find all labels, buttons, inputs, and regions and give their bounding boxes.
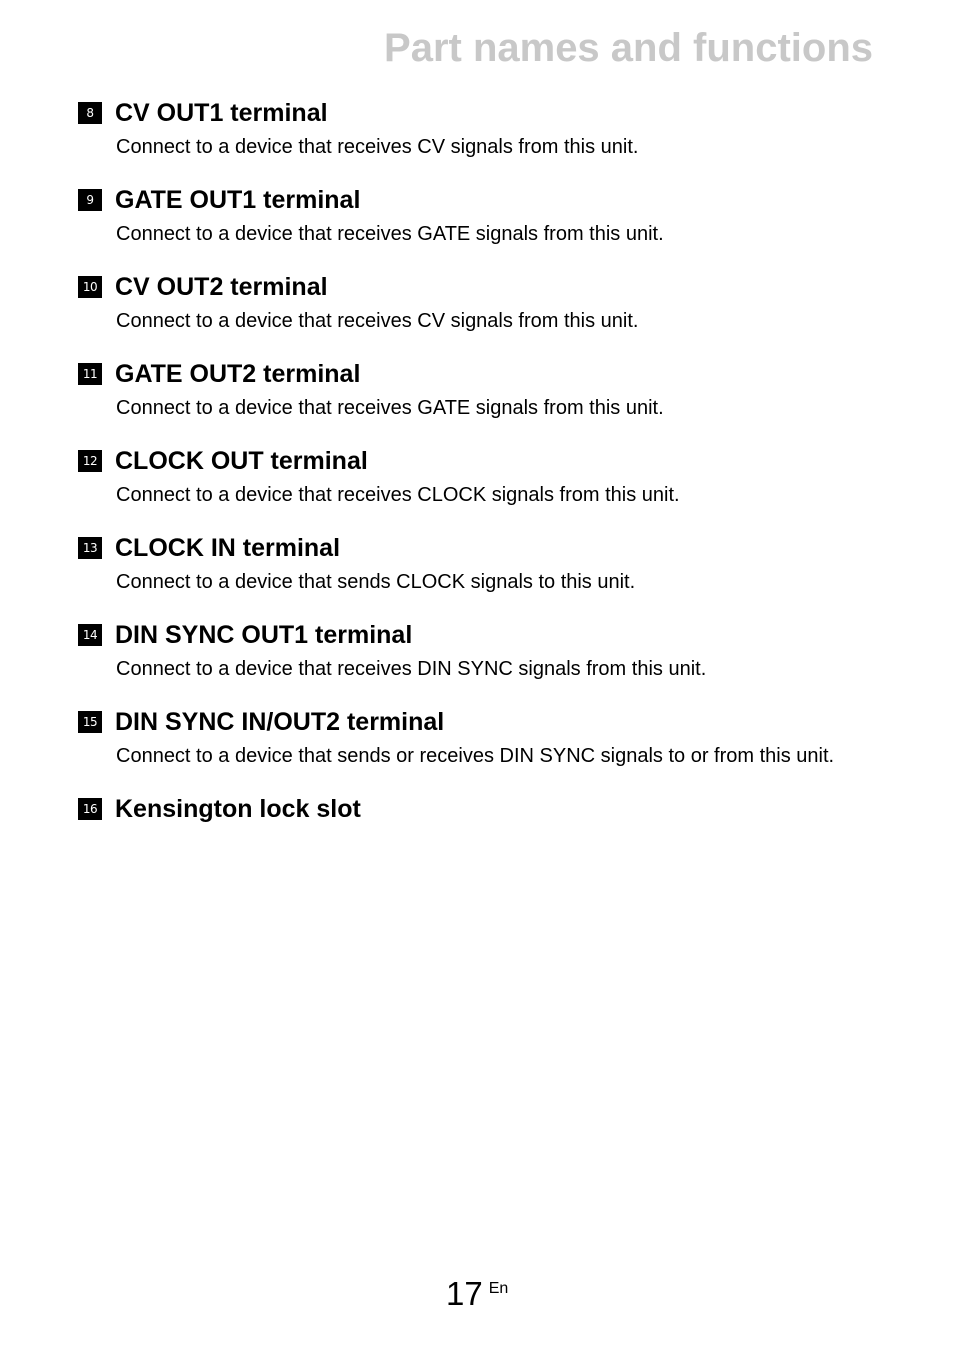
section-clock-in bbox=[78, 531, 878, 599]
section-kensington-lock bbox=[78, 792, 878, 826]
section-title: DIN SYNC OUT1 terminal bbox=[115, 620, 413, 649]
section-cv-out1 bbox=[78, 96, 878, 164]
section-cv-out2 bbox=[78, 270, 878, 338]
section-description: Connect to a device that receives GATE signals from this unit. bbox=[116, 223, 664, 245]
section-description: Connect to a device that receives DIN SYNC signals from this unit. bbox=[116, 658, 707, 680]
section-description: Connect to a device that sends or receives DIN SYNC signals to or from this unit. bbox=[116, 745, 835, 767]
section-gate-out2 bbox=[78, 357, 878, 425]
section-title: DIN SYNC IN/OUT2 terminal bbox=[115, 707, 445, 736]
page-language: En bbox=[488, 1280, 509, 1297]
section-title: GATE OUT1 terminal bbox=[115, 185, 361, 214]
sections-list bbox=[78, 96, 878, 845]
page-footer bbox=[446, 1276, 508, 1312]
number-badge: 8 bbox=[78, 102, 102, 124]
page-title: Part names and functions bbox=[384, 26, 873, 70]
section-din-sync-out1 bbox=[78, 618, 878, 686]
section-description: Connect to a device that receives CV signals from this unit. bbox=[116, 136, 639, 158]
section-description: Connect to a device that sends CLOCK signals to this unit. bbox=[116, 571, 636, 593]
section-title: CV OUT1 terminal bbox=[115, 98, 328, 127]
section-title: CLOCK OUT terminal bbox=[115, 446, 368, 475]
number-badge: 16 bbox=[78, 798, 102, 820]
section-title: CLOCK IN terminal bbox=[115, 533, 341, 562]
section-gate-out1 bbox=[78, 183, 878, 251]
number-badge: 11 bbox=[78, 363, 102, 385]
section-description: Connect to a device that receives GATE signals from this unit. bbox=[116, 397, 664, 419]
number-badge: 13 bbox=[78, 537, 102, 559]
section-din-sync-in-out2 bbox=[78, 705, 878, 773]
section-description: Connect to a device that receives CV signals from this unit. bbox=[116, 310, 639, 332]
section-clock-out bbox=[78, 444, 878, 512]
section-title: GATE OUT2 terminal bbox=[115, 359, 361, 388]
number-badge: 14 bbox=[78, 624, 102, 646]
number-badge: 10 bbox=[78, 276, 102, 298]
page-number: 17 bbox=[446, 1275, 483, 1312]
number-badge: 15 bbox=[78, 711, 102, 733]
section-description: Connect to a device that receives CLOCK signals from this unit. bbox=[116, 484, 680, 506]
section-title: CV OUT2 terminal bbox=[115, 272, 328, 301]
section-title: Kensington lock slot bbox=[115, 794, 361, 823]
number-badge: 9 bbox=[78, 189, 102, 211]
number-badge: 12 bbox=[78, 450, 102, 472]
